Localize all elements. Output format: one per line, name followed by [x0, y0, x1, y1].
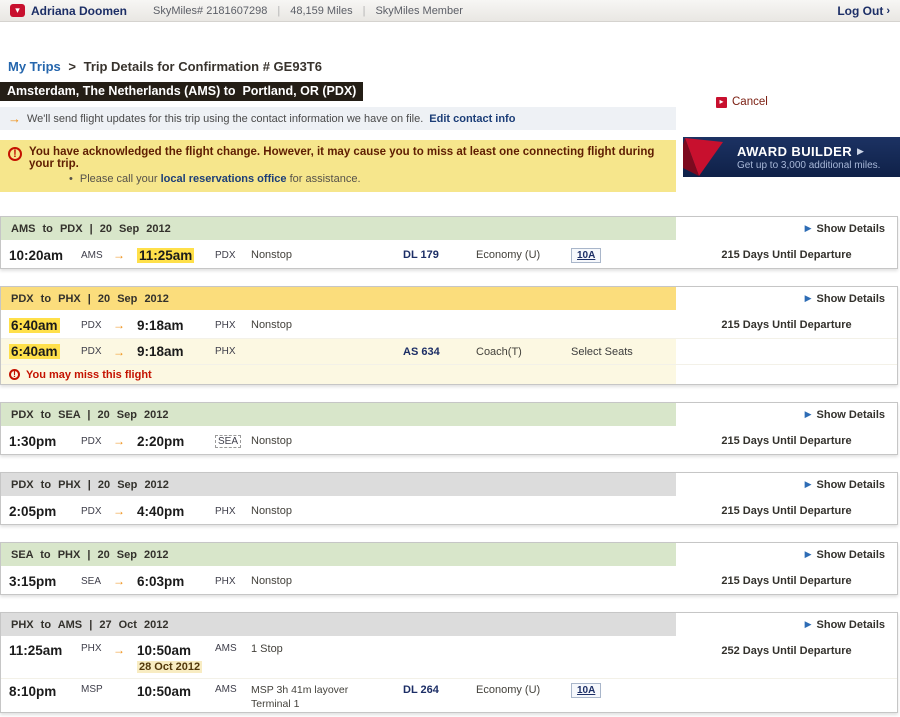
destination-code: PHX	[215, 346, 236, 357]
user-menu-icon[interactable]: ▾	[10, 4, 25, 17]
destination-code: PHX	[215, 505, 236, 517]
flight-row	[1, 242, 897, 268]
breadcrumb	[0, 59, 900, 74]
flight-row	[1, 428, 897, 454]
edit-contact-info-link[interactable]: Edit contact info	[429, 112, 516, 125]
origin-code: PDX	[81, 346, 102, 357]
warning-icon: !	[8, 147, 22, 161]
destination-code: AMS	[215, 684, 237, 695]
show-details-button[interactable]: ▶ Show Details	[676, 403, 897, 426]
flight-number: DL 179	[403, 249, 439, 261]
arrival-date: 28 Oct 2012	[139, 661, 201, 673]
flight-row	[1, 498, 897, 524]
days-until-departure: 215 Days Until Departure	[676, 312, 897, 338]
flight-segment-card	[0, 402, 898, 455]
route-banner: Amsterdam, The Netherlands (AMS) to Portland, OR (PDX)	[0, 82, 363, 101]
warning-icon: !	[9, 369, 20, 380]
arrival-time: 10:50am 28 Oct 2012	[137, 643, 215, 673]
stops: Nonstop	[251, 575, 292, 587]
logout-link[interactable]	[837, 4, 890, 18]
flight-segment-card	[0, 216, 898, 269]
departure-time: 10:20am	[9, 247, 64, 263]
stops: 1 Stop	[251, 643, 283, 655]
miles-balance: 48,159 Miles	[290, 4, 353, 17]
flight-segment-card	[0, 472, 898, 525]
segment-header: PDX to SEA | 20 Sep 2012	[1, 403, 676, 426]
flight-segment-card	[0, 612, 898, 713]
seat-link[interactable]: 10A	[571, 248, 601, 263]
origin-code: PDX	[81, 319, 102, 331]
days-until-departure: 215 Days Until Departure	[676, 498, 897, 524]
reservations-office-link[interactable]: local reservations office	[160, 173, 287, 185]
segment-header: SEA to PHX | 20 Sep 2012	[1, 543, 676, 566]
flight-number: AS 634	[403, 345, 440, 358]
departure-time: 11:25am	[9, 643, 63, 658]
route-arrow-icon: →	[113, 434, 125, 448]
arrival-time: 11:25am	[139, 247, 193, 263]
airport-tooltip-link[interactable]: SEA	[215, 435, 241, 448]
segment-header: PDX to PHX | 20 Sep 2012	[1, 473, 676, 496]
award-builder-title: AWARD BUILDER	[737, 143, 852, 159]
stops: Nonstop	[251, 249, 292, 261]
triangle-icon: ▶	[804, 549, 812, 559]
route-arrow-icon: →	[113, 248, 125, 262]
cancel-arrow-icon: ▸	[716, 97, 727, 108]
delta-widget-icon	[683, 137, 731, 177]
arrival-time: 6:03pm	[137, 573, 185, 589]
arrival-time: 4:40pm	[137, 503, 185, 519]
departure-time: 2:05pm	[9, 503, 57, 519]
origin-code: MSP	[81, 684, 103, 695]
contact-info-bar	[0, 107, 676, 130]
seat-link[interactable]: 10A	[571, 683, 601, 698]
show-details-button[interactable]: ▶ Show Details	[676, 543, 897, 566]
departure-time: 6:40am	[11, 317, 58, 333]
show-details-button[interactable]: ▶ Show Details	[676, 217, 897, 240]
triangle-icon: ▶	[804, 409, 812, 419]
stops: Nonstop	[251, 435, 292, 447]
destination-code: PHX	[215, 575, 236, 587]
miss-flight-warning: You may miss this flight	[26, 368, 152, 381]
origin-code: PDX	[81, 505, 102, 517]
separator: |	[362, 4, 366, 17]
route-arrow-icon: →	[113, 344, 125, 359]
cabin-class: Economy (U)	[476, 684, 541, 696]
stops: Nonstop	[251, 319, 292, 331]
days-until-departure: 215 Days Until Departure	[676, 568, 897, 594]
flight-segment-card	[0, 286, 898, 385]
flight-number: DL 264	[403, 684, 439, 696]
route-arrow-icon: →	[113, 504, 125, 518]
route-arrow-icon: →	[113, 643, 125, 657]
origin-code: AMS	[81, 249, 103, 261]
user-name: Adriana Doomen	[31, 3, 128, 18]
flight-row	[1, 678, 897, 712]
arrival-time: 2:20pm	[137, 433, 185, 449]
flight-change-warning	[0, 140, 676, 192]
triangle-icon: ▶	[804, 223, 812, 233]
warning-subtext: • Please call your local reservations office for assistance.	[69, 173, 361, 185]
segment-header: AMS to PDX | 20 Sep 2012	[1, 217, 676, 240]
member-status: SkyMiles Member	[375, 4, 463, 17]
flight-segment-card	[0, 542, 898, 595]
award-builder-banner[interactable]	[683, 137, 900, 177]
route-arrow-icon: →	[113, 318, 125, 332]
departure-time: 8:10pm	[9, 684, 57, 699]
logout-arrow-icon: ›	[886, 4, 890, 17]
show-details-button[interactable]: ▶ Show Details	[676, 473, 897, 496]
warning-text: You have acknowledged the flight change. However, it may cause you to miss at least one connecting flight during your trip.	[29, 146, 655, 170]
cabin-class: Economy (U)	[476, 249, 541, 261]
arrival-time: 10:50am	[137, 684, 192, 699]
destination-code: PHX	[215, 319, 236, 331]
cancel-button[interactable]	[716, 96, 768, 108]
days-until-departure: 215 Days Until Departure	[676, 242, 897, 268]
departure-time: 6:40am	[11, 344, 58, 359]
origin-code: PHX	[81, 643, 102, 654]
user-info-bar	[0, 0, 900, 22]
breadcrumb-separator: >	[68, 59, 76, 74]
separator: |	[277, 4, 281, 17]
flight-row	[1, 338, 897, 364]
logout-label: Log Out	[837, 3, 884, 18]
flight-row	[1, 312, 897, 338]
show-details-button[interactable]: ▶ Show Details	[676, 613, 897, 636]
destination-code: AMS	[215, 643, 237, 654]
layover-info: MSP 3h 41m layover Terminal 1	[251, 684, 349, 710]
segment-header: PDX to PHX | 20 Sep 2012	[1, 287, 676, 310]
triangle-icon: ▶	[804, 479, 812, 489]
triangle-icon: ▶	[804, 619, 812, 629]
segment-header: PHX to AMS | 27 Oct 2012	[1, 613, 676, 636]
route-arrow-icon: →	[113, 574, 125, 588]
arrival-time: 9:18am	[137, 317, 184, 333]
arrival-time: 9:18am	[137, 344, 184, 359]
bullet: •	[69, 173, 73, 185]
days-until-departure: 252 Days Until Departure	[676, 638, 897, 678]
arrow-icon: →	[8, 111, 21, 126]
flight-row	[1, 568, 897, 594]
show-details-button[interactable]: ▶ Show Details	[676, 287, 897, 310]
days-until-departure: 215 Days Until Departure	[676, 428, 897, 454]
contact-text: We'll send flight updates for this trip using the contact information we have on file.	[27, 112, 424, 125]
arrow-icon: ▶	[856, 145, 865, 156]
triangle-icon: ▶	[804, 293, 812, 303]
select-seats-link[interactable]: Select Seats	[571, 345, 633, 358]
award-builder-subtitle: Get up to 3,000 additional miles.	[737, 159, 881, 171]
miss-flight-warning-row	[1, 364, 897, 384]
destination-code: PDX	[215, 249, 236, 261]
cancel-label: Cancel	[732, 96, 768, 108]
stops: Nonstop	[251, 505, 292, 517]
skymiles-number: SkyMiles# 2181607298	[153, 4, 268, 17]
departure-time: 1:30pm	[9, 433, 57, 449]
origin-code: SEA	[81, 575, 102, 587]
flight-row	[1, 638, 897, 678]
cabin-class: Coach(T)	[476, 345, 522, 358]
destination-code	[215, 435, 251, 447]
departure-time: 3:15pm	[9, 573, 57, 589]
my-trips-link[interactable]: My Trips	[8, 59, 61, 74]
origin-code: PDX	[81, 435, 102, 447]
page-title: Trip Details for Confirmation # GE93T6	[83, 59, 322, 74]
